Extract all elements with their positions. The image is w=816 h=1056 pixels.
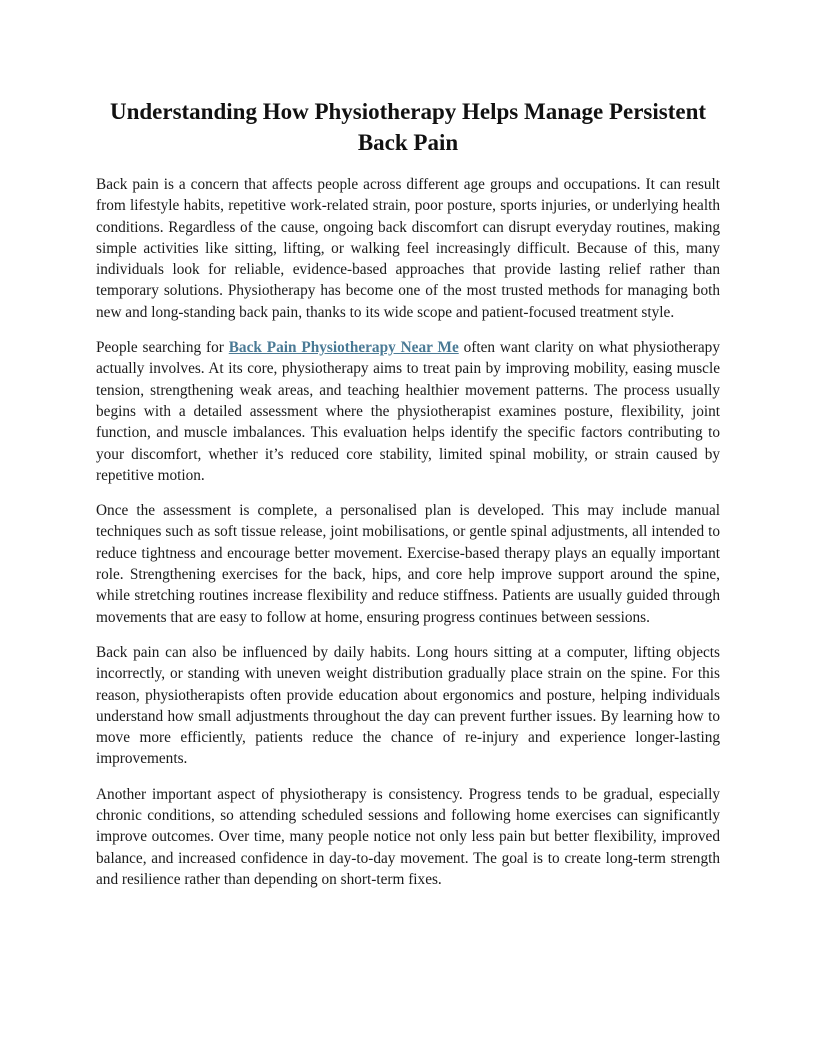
paragraph-consistency: Another important aspect of physiotherapy is consistency. Progress tends to be gradual, especially chronic conditions, so attending scheduled sessions and following home exercises can significantly improve outcomes. Over time, many people notice not only less pain but better flexibility, improved balance, and increased confidence in day-to-day movement. The goal is to create long-term strength and resilience rather than depending on short-term fixes. xyxy=(96,785,720,888)
paragraph-text-before-link: People searching for xyxy=(96,339,229,357)
paragraph-treatment-plan: Once the assessment is complete, a personalised plan is developed. This may include manual techniques such as soft tissue release, joint mobilisations, or gentle spinal adjustments, all intended to reduce tightness and encourage better movement. Exercise-based therapy plays an equally important role. Strengthening exercises for the back, hips, and core help improve support around the spine, while stretching routines increase flexibility and reduce stiffness. Patients are usually guided through movements that are easy to follow at home, ensuring progress continues between sessions. xyxy=(96,502,720,626)
back-pain-physiotherapy-link[interactable]: Back Pain Physiotherapy Near Me xyxy=(228,339,459,357)
document-title: Understanding How Physiotherapy Helps Manage Persistent Back Pain xyxy=(109,99,707,155)
document-page xyxy=(96,96,720,904)
paragraph-searching xyxy=(96,337,720,486)
paragraph-daily-habits: Back pain can also be influenced by daily habits. Long hours sitting at a computer, lifting objects incorrectly, or standing with uneven weight distribution gradually place strain on the spine. For this reason, physiotherapists often provide education about ergonomics and posture, helping individuals understand how small adjustments throughout the day can prevent further issues. By learning how to move more efficiently, patients reduce the chance of re-injury and experience longer-lasting improvements. xyxy=(96,643,720,768)
paragraph-text-after-link: often want clarity on what physiotherapy actually involves. At its core, physiotherapy aims to treat pain by improving mobility, easing muscle tension, strengthening weak areas, and teaching healthier movement patterns. The process usually begins with a detailed assessment where the physiotherapist examines posture, flexibility, joint function, and muscle imbalances. This evaluation helps identify the specific factors contributing to your discomfort, whether it’s reduced core stability, limited spinal mobility, or strain caused by repetitive motion. xyxy=(96,339,720,484)
paragraph-intro: Back pain is a concern that affects people across different age groups and occupations. It can result from lifestyle habits, repetitive work-related strain, poor posture, sports injuries, or underlying health conditions. Regardless of the cause, ongoing back discomfort can disrupt everyday routines, making simple activities like sitting, lifting, or walking feel increasingly difficult. Because of this, many individuals look for reliable, evidence-based approaches that provide lasting relief rather than temporary solutions. Physiotherapy has become one of the most trusted methods for managing both new and long-standing back pain, thanks to its wide scope and patient-focused treatment style. xyxy=(96,176,720,321)
